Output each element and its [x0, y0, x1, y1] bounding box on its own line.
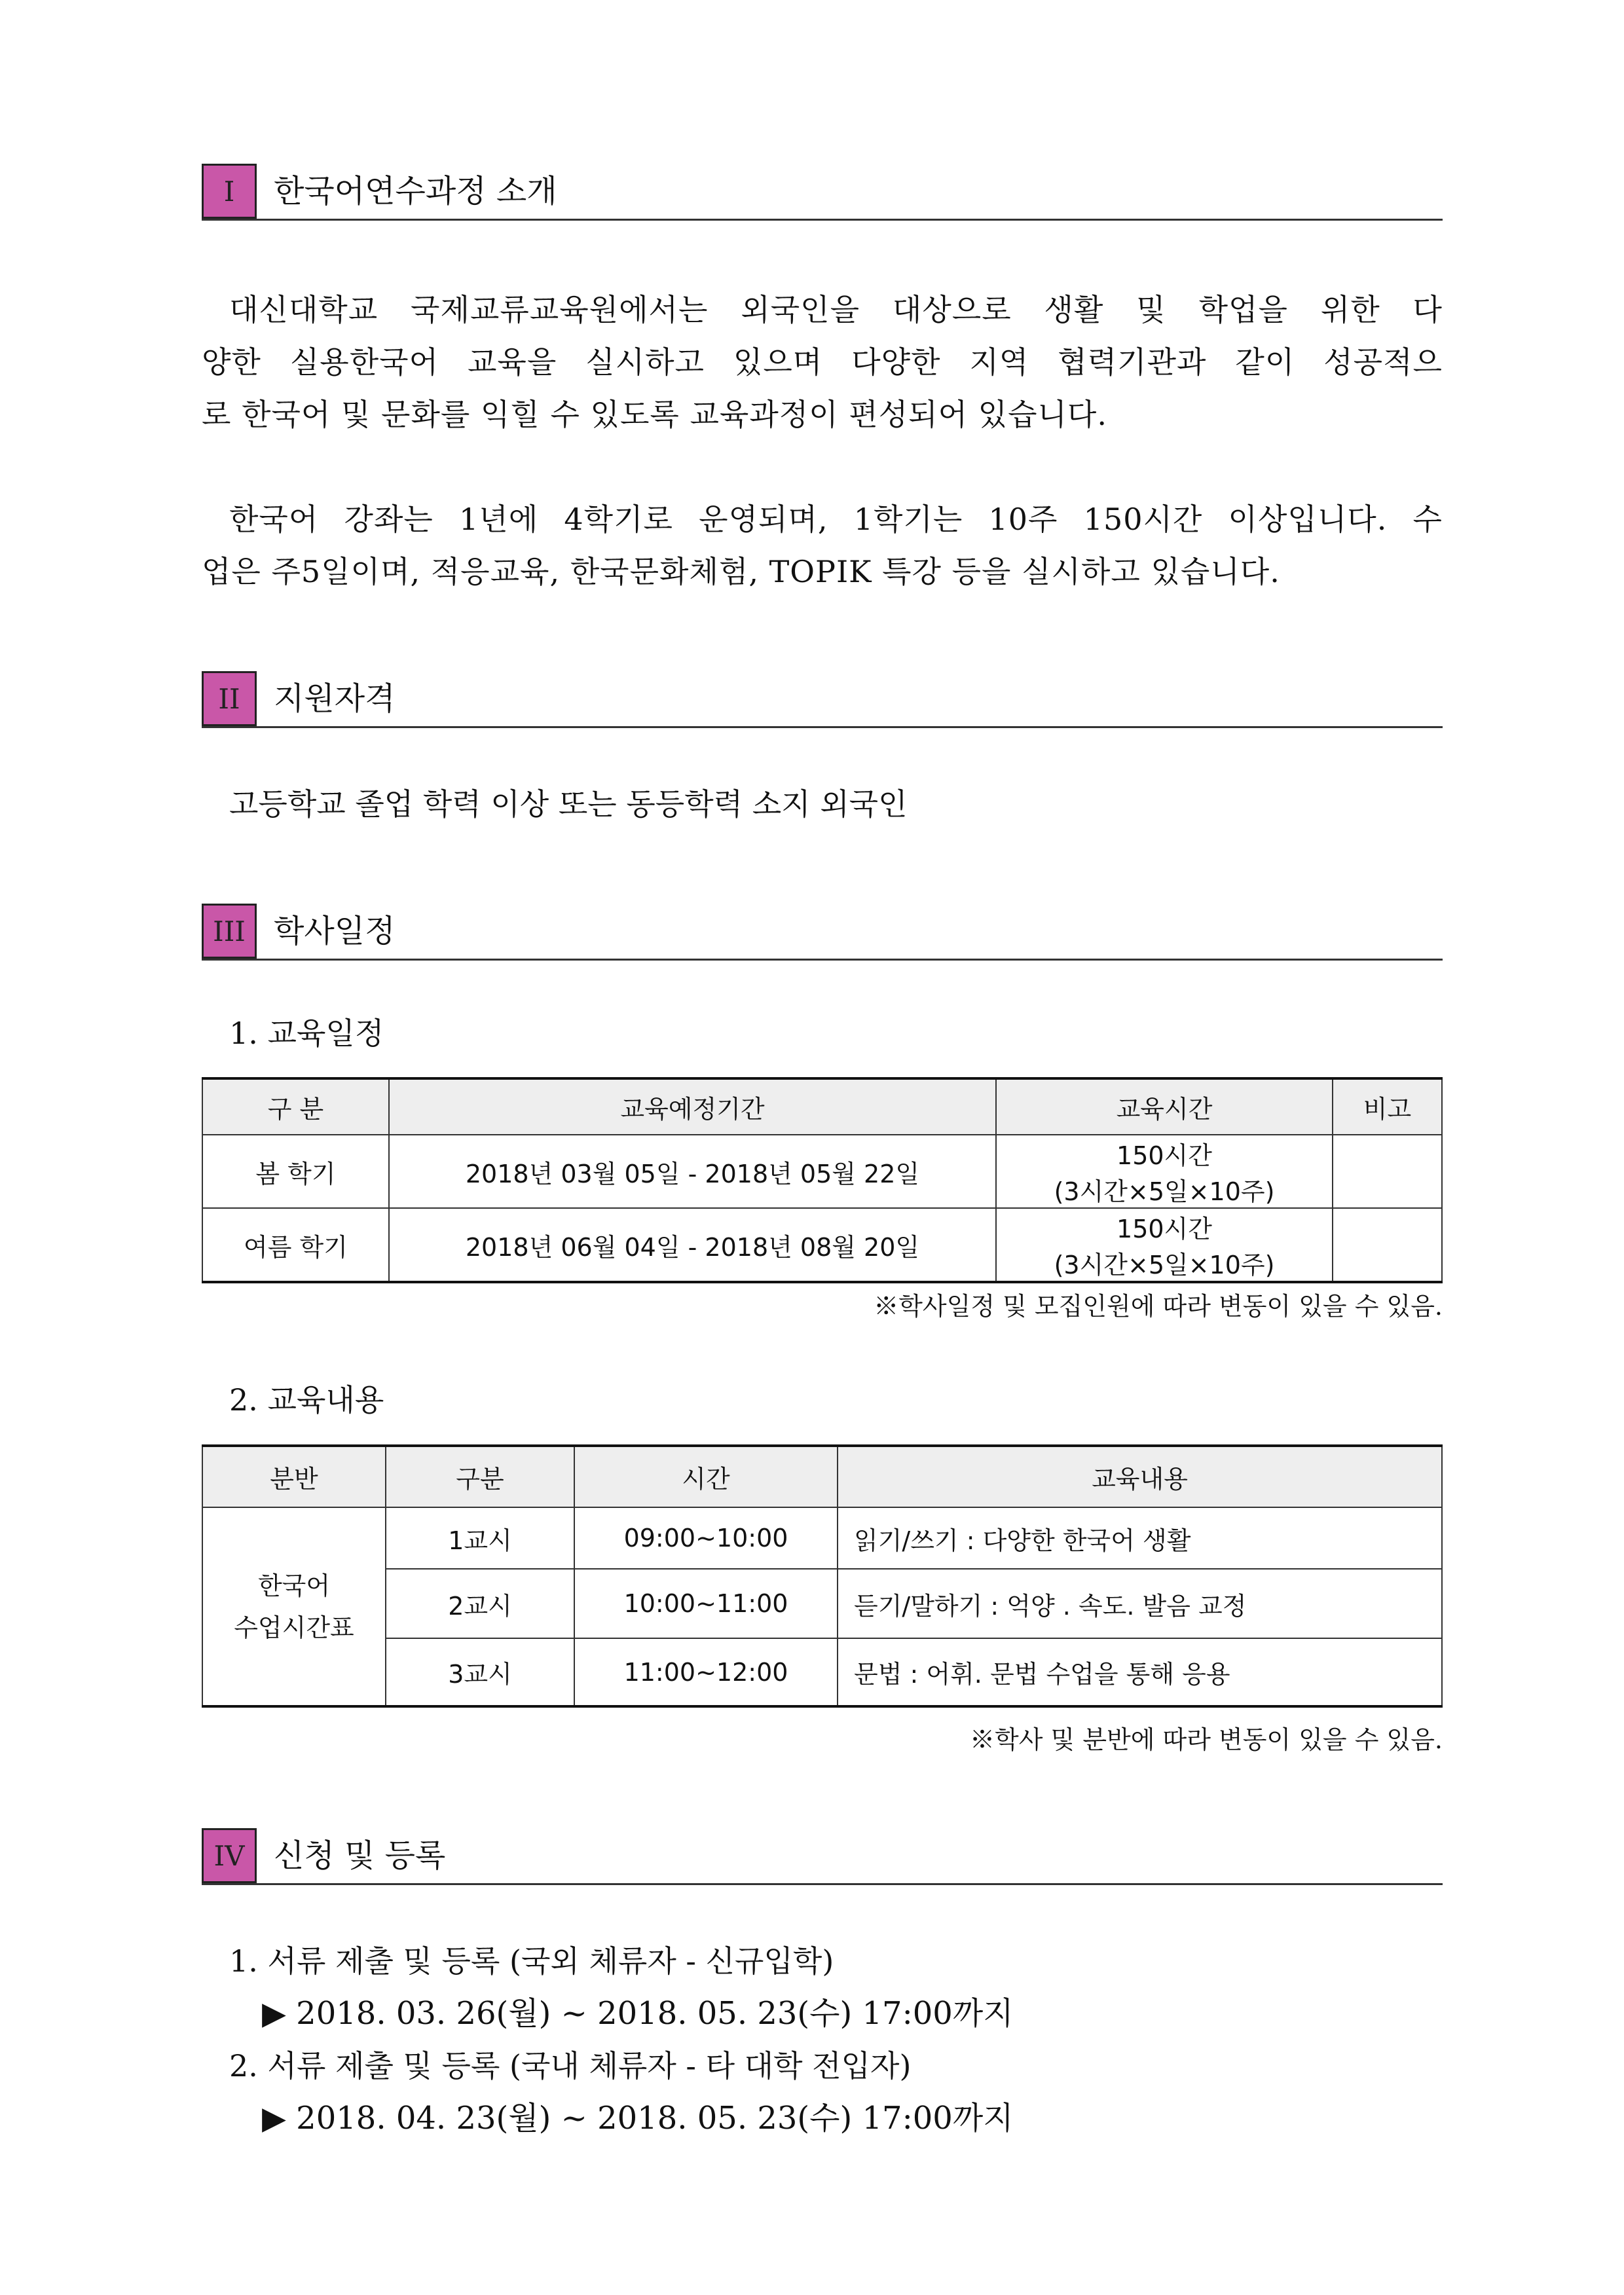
registration-item: 2. 서류 제출 및 등록 (국내 체류자 - 타 대학 전입자) — [229, 2048, 912, 2084]
table-header-cell: 분반 — [202, 1446, 386, 1507]
table-header-cell: 구분 — [386, 1446, 574, 1507]
note-cell — [1333, 1135, 1442, 1208]
section-number: III — [202, 904, 257, 959]
registration-item: 1. 서류 제출 및 등록 (국외 체류자 - 신규입학) — [229, 1943, 834, 1979]
intro-paragraph-line: 대신대학교 국제교류교육원에서는 외국인을 대상으로 생활 및 학업을 위한 다 — [229, 292, 1443, 327]
schedule-heading: 1. 교육일정 — [229, 1016, 384, 1051]
section-header-schedule — [202, 904, 1443, 961]
time-cell: 11:00~12:00 — [574, 1638, 838, 1706]
section-header-registration — [202, 1828, 1443, 1885]
hours-breakdown: (3시간×5일×10주) — [1054, 1177, 1275, 1206]
section-title: 학사일정 — [274, 913, 396, 949]
desc-cell: 듣기/말하기 : 억양 . 속도. 발음 교정 — [838, 1569, 1442, 1638]
note-cell — [1333, 1208, 1442, 1282]
hours-breakdown: (3시간×5일×10주) — [1054, 1251, 1275, 1279]
time-cell: 09:00~10:00 — [574, 1507, 838, 1569]
section-number: IV — [202, 1828, 257, 1883]
content-heading: 2. 교육내용 — [229, 1382, 384, 1418]
group-label-line: 수업시간표 — [234, 1613, 354, 1642]
section-title: 지원자격 — [274, 680, 396, 717]
section-number: II — [202, 671, 257, 726]
table-header-cell: 교육내용 — [838, 1446, 1442, 1507]
schedule-footnote: ※학사일정 및 모집인원에 따라 변동이 있을 수 있음. — [874, 1292, 1443, 1321]
intro-paragraph-line: 한국어 강좌는 1년에 4학기로 운영되며, 1학기는 10주 150시간 이상입니다. 수 — [229, 502, 1443, 537]
section-header-qualification — [202, 671, 1443, 728]
intro-paragraph-line: 양한 실용한국어 교육을 실시하고 있으며 다양한 지역 협력기관과 같이 성공적으 — [202, 344, 1443, 380]
table-row — [202, 1135, 1442, 1208]
period-cell: 3교시 — [386, 1638, 574, 1706]
hours-cell — [996, 1135, 1333, 1208]
desc-cell: 읽기/쓰기 : 다양한 한국어 생활 — [838, 1507, 1442, 1569]
period-cell: 2018년 03월 05일 - 2018년 05월 22일 — [389, 1135, 996, 1208]
table-header-cell: 구 분 — [202, 1078, 389, 1135]
time-cell: 10:00~11:00 — [574, 1569, 838, 1638]
qualification-text: 고등학교 졸업 학력 이상 또는 동등학력 소지 외국인 — [229, 786, 908, 822]
table-row — [202, 1208, 1442, 1282]
term-cell: 봄 학기 — [202, 1135, 389, 1208]
intro-paragraph-line: 업은 주5일이며, 적응교육, 한국문화체험, TOPIK 특강 등을 실시하고 있습니다. — [202, 554, 1280, 589]
table-header-cell: 교육예정기간 — [389, 1078, 996, 1135]
table-header-row — [202, 1078, 1442, 1135]
hours-cell — [996, 1208, 1333, 1282]
hours-total: 150시간 — [1116, 1215, 1212, 1243]
table-header-cell: 비고 — [1333, 1078, 1442, 1135]
schedule-table — [202, 1077, 1443, 1283]
table-row — [202, 1569, 1442, 1638]
table-header-cell: 교육시간 — [996, 1078, 1333, 1135]
group-cell — [202, 1507, 386, 1706]
registration-date: ▶ 2018. 03. 26(월) ~ 2018. 05. 23(수) 17:00까지 — [262, 1995, 1014, 2032]
table-header-row — [202, 1446, 1442, 1507]
table-row — [202, 1507, 1442, 1569]
content-table — [202, 1444, 1443, 1708]
desc-cell: 문법 : 어휘. 문법 수업을 통해 응용 — [838, 1638, 1442, 1706]
section-title: 신청 및 등록 — [274, 1837, 446, 1874]
intro-paragraph-line: 로 한국어 및 문화를 익힐 수 있도록 교육과정이 편성되어 있습니다. — [202, 397, 1107, 432]
period-cell: 2교시 — [386, 1569, 574, 1638]
hours-total: 150시간 — [1116, 1141, 1212, 1170]
section-header-intro — [202, 164, 1443, 221]
section-number: I — [202, 164, 257, 219]
content-footnote: ※학사 및 분반에 따라 변동이 있을 수 있음. — [970, 1725, 1443, 1754]
section-title: 한국어연수과정 소개 — [274, 173, 557, 210]
table-row — [202, 1638, 1442, 1706]
period-cell: 1교시 — [386, 1507, 574, 1569]
table-header-cell: 시간 — [574, 1446, 838, 1507]
period-cell: 2018년 06월 04일 - 2018년 08월 20일 — [389, 1208, 996, 1282]
term-cell: 여름 학기 — [202, 1208, 389, 1282]
registration-date: ▶ 2018. 04. 23(월) ~ 2018. 05. 23(수) 17:00까지 — [262, 2100, 1014, 2137]
group-label-line: 한국어 — [257, 1571, 331, 1600]
